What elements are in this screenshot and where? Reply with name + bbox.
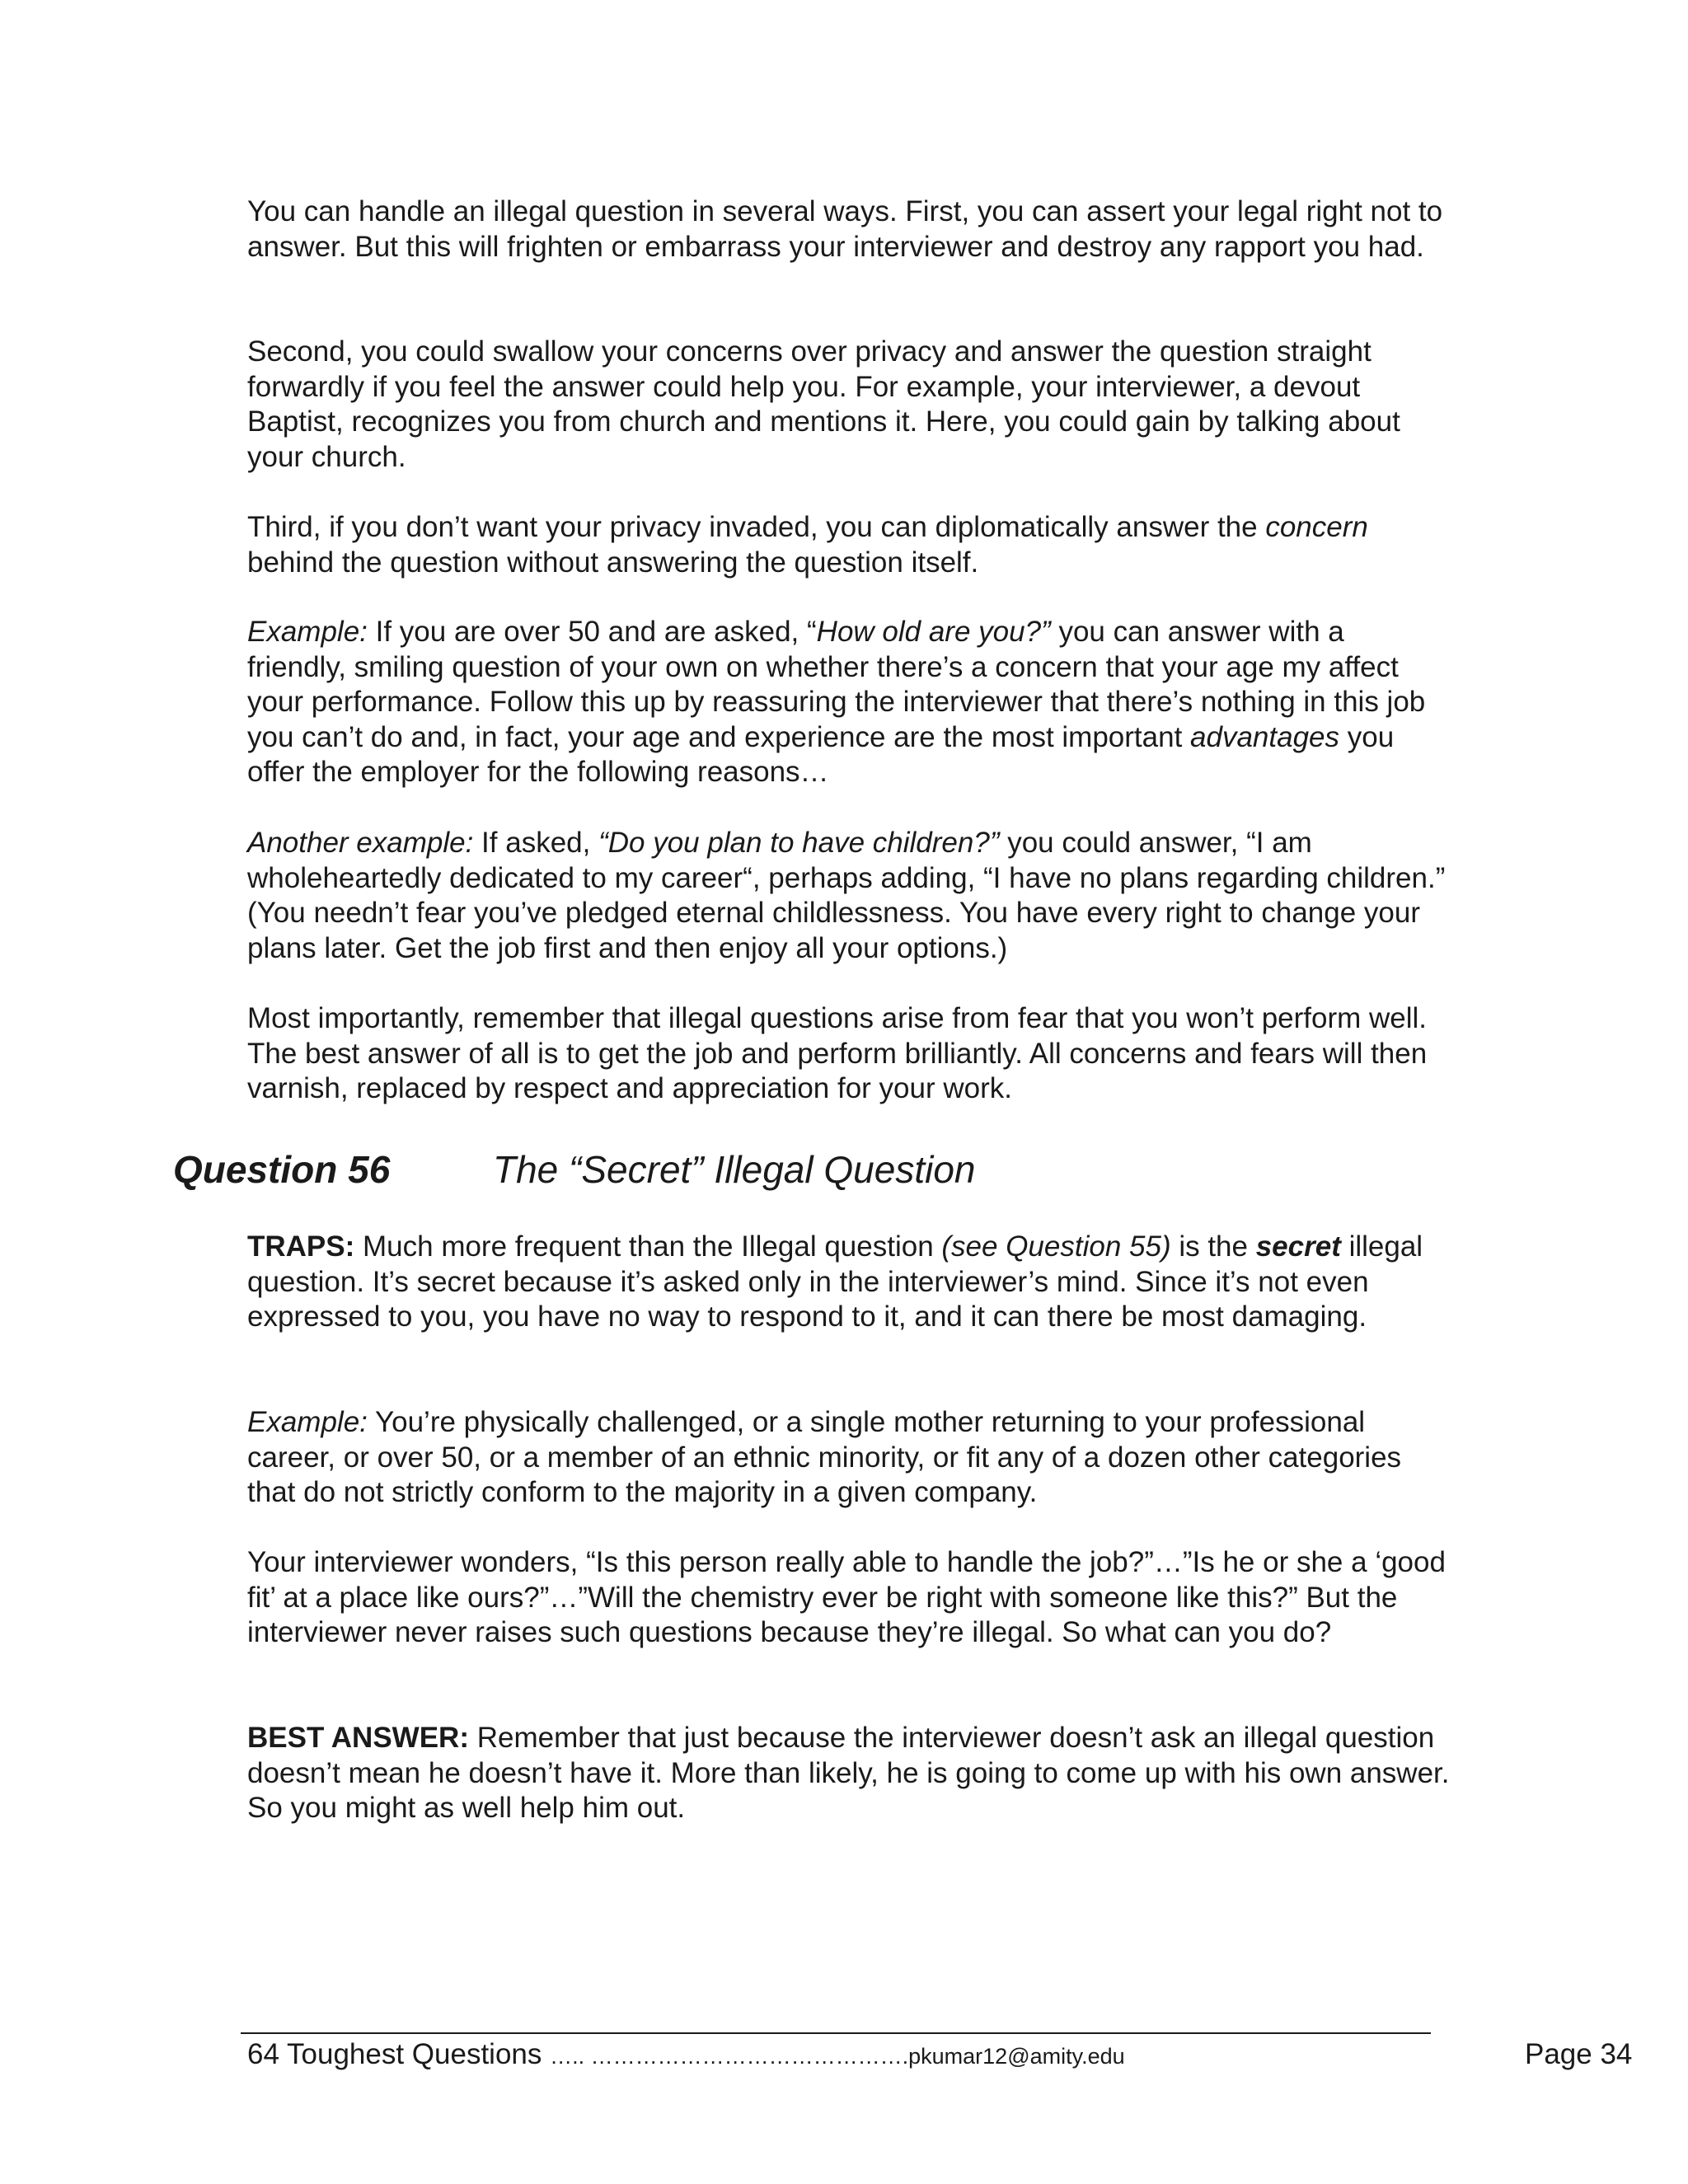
question-reference: (see Question 55)	[941, 1230, 1171, 1263]
paragraph-text: Third, if you don’t want your privacy invaded, you can diplomatically answer the	[247, 511, 1266, 543]
paragraph-text: illegal question. It’s secret because it’s asked only in the interviewer’s mind. Since it’s not even expressed to you, you have no way to respond to it, and it can there be most damaging.	[247, 1230, 1423, 1333]
paragraph-traps	[247, 1230, 1451, 1335]
traps-label: TRAPS:	[247, 1230, 355, 1263]
emphasis-secret: secret	[1255, 1230, 1341, 1263]
footer-left	[247, 2037, 1125, 2074]
paragraph-best-answer	[247, 1721, 1451, 1826]
paragraph-children-example	[247, 826, 1451, 966]
footer-divider	[241, 2032, 1431, 2034]
best-answer-label: BEST ANSWER:	[247, 1722, 469, 1754]
question-number: Question 56	[173, 1148, 391, 1191]
paragraph-text: Your interviewer wonders, “Is this person really able to handle the job?”…”Is he or she a ‘good fit’ at a place like ours?”…”Will the chemistry ever be right with someone like this?” But the interviewer never raises such questions because they’re illegal. So what can you do?	[247, 1546, 1446, 1648]
example-label: Example:	[247, 616, 368, 648]
question-heading	[173, 1147, 976, 1192]
paragraph-text: you can answer with a friendly, smiling question of your own on whether there’s a concern that your age my affect your performance. Follow this up by reassuring the interviewer that there’s nothing in this job you can’t do and, in fact, your age and experience are the most important	[247, 616, 1426, 753]
paragraph-text: Remember that just because the interviewer doesn’t ask an illegal question doesn’t mean he doesn’t have it. More than likely, he is going to come up with his own answer. So you might as well help him out.	[247, 1722, 1450, 1824]
footer-book-title: 64 Toughest Questions	[247, 2038, 551, 2070]
paragraph-text: Second, you could swallow your concerns over privacy and answer the question straight forwardly if you feel the answer could help you. For example, your interviewer, a devout Baptist, recognizes you from church and mentions it. Here, you could gain by talking about your church.	[247, 335, 1400, 473]
paragraph-third-option	[247, 510, 1451, 580]
example-label: Example:	[247, 1406, 368, 1438]
paragraph-text: If you are over 50 and are asked, “	[367, 616, 817, 648]
quoted-question: “Do you plan to have children?”	[598, 827, 1000, 859]
paragraph-text: is the	[1170, 1230, 1256, 1263]
page-number: Page 34	[1525, 2038, 1633, 2070]
paragraph-text: you offer the employer for the following reasons…	[247, 720, 1395, 788]
example-label: Another example:	[247, 827, 474, 859]
question-title: The “Secret” Illegal Question	[493, 1148, 976, 1191]
paragraph-age-example	[247, 615, 1451, 790]
paragraph-interviewer-wonders	[247, 1545, 1451, 1651]
paragraph-text: Much more frequent than the Illegal question	[354, 1230, 942, 1263]
paragraph-illegal-question-ways	[247, 194, 1451, 265]
footer-leader-dots: ….. …………………………………….	[550, 2044, 909, 2069]
paragraph-text: Most importantly, remember that illegal questions arise from fear that you won’t perform well. The best answer of all is to get the job and perform brilliantly. All concerns and fears will then varnish, replaced by respect and appreciation for your work.	[247, 1002, 1428, 1104]
paragraph-text: behind the question without answering the question itself.	[247, 546, 979, 579]
paragraph-most-importantly	[247, 1001, 1451, 1107]
paragraph-text: you could answer, “I am wholeheartedly dedicated to my career“, perhaps adding, “I have no plans regarding children.” (You needn’t fear you’ve pledged eternal childlessness. You have every right to change your plans later. Get the job first and then enjoy all your options.)	[247, 827, 1446, 964]
footer-email: pkumar12@amity.edu	[908, 2044, 1125, 2069]
quoted-question: How old are you?”	[816, 616, 1051, 648]
emphasis-concern: concern	[1265, 511, 1368, 543]
paragraph-text: You’re physically challenged, or a single mother returning to your professional career, or over 50, or a member of an ethnic minority, or fit any of a dozen other categories that do not strictly conform to the majority in a given company.	[247, 1406, 1402, 1508]
paragraph-text: If asked,	[473, 827, 599, 859]
paragraph-text: You can handle an illegal question in several ways. First, you can assert your legal right not to answer. But this will frighten or embarrass your interviewer and destroy any rapport you had.	[247, 195, 1443, 263]
paragraph-second-option	[247, 335, 1451, 475]
paragraph-secret-example	[247, 1405, 1451, 1511]
emphasis-advantages: advantages	[1190, 720, 1339, 753]
